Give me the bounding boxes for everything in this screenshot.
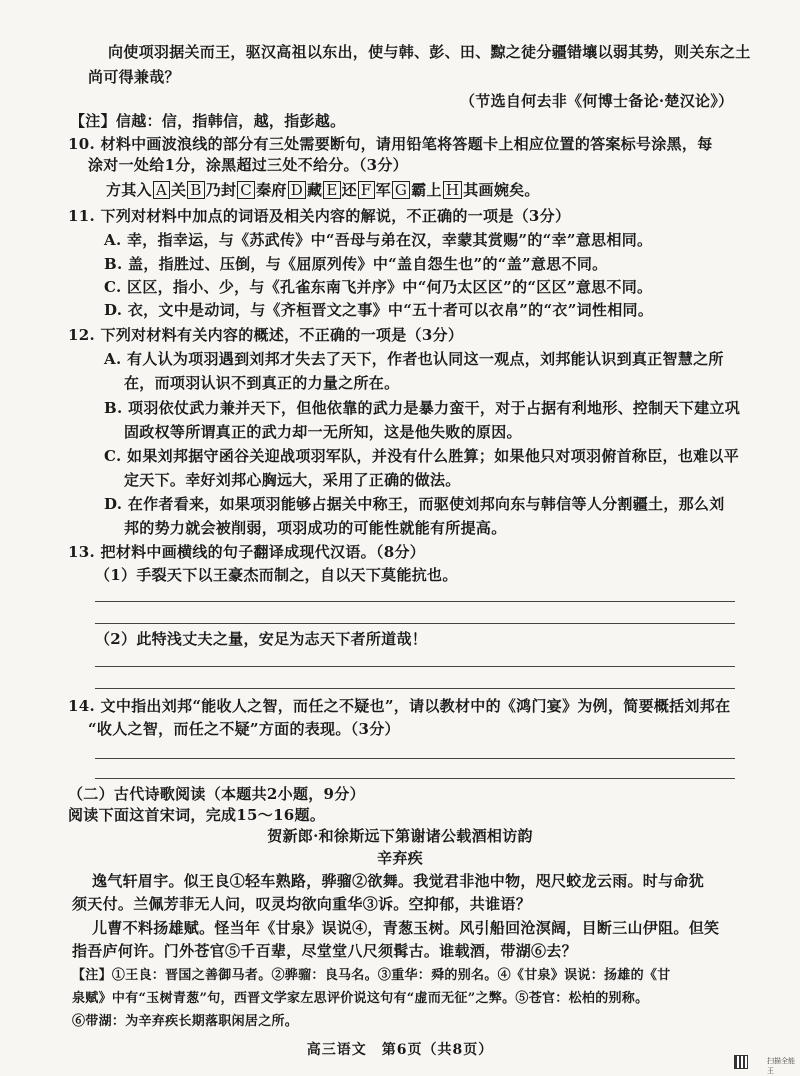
poem-note: ⑥带湖：为辛弃疾长期落职闲居之所。	[72, 1014, 299, 1029]
q12-line: 定天下。幸好刘邦心胸远大，采用了正确的做法。	[124, 471, 461, 489]
answer-line[interactable]	[95, 688, 735, 689]
q12-line: C. 如果刘邦据守函谷关迎战项羽军队，并没有什么胜算；如果他只对项羽俯首称臣，也难以平	[104, 447, 740, 465]
poem-line: 指吾庐何许。门外苍官⑤千百辈，尽堂堂八尺须髯古。谁载酒，带湖⑥去？	[72, 942, 577, 960]
q10-segments	[106, 180, 540, 200]
poem-line: 儿曹不料扬雄赋。怪当年《甘泉》误说④，青葱玉树。风引船回沧溟阔，目断三山伊阻。但笑	[92, 919, 720, 937]
poem-title: 贺新郎·和徐斯远下第谢诸公载酒相访韵	[267, 827, 533, 845]
section-heading: （二）古代诗歌阅读（本题共2小题，9分）	[68, 785, 365, 803]
passage-source: （节选自何去非《何博士备论·楚汉论》）	[460, 92, 734, 110]
answer-box-h[interactable]: H	[443, 181, 462, 199]
q11-title: 11. 下列对材料中加点的词语及相关内容的解说，不正确的一项是（3分）	[68, 207, 571, 225]
answer-box-c[interactable]: C	[237, 181, 255, 199]
answer-box-e[interactable]: E	[323, 181, 340, 199]
segment-text: 军	[375, 181, 391, 199]
q12-line: 邦的势力就会被削弱，项羽成功的可能性就能有所提高。	[124, 519, 507, 537]
passage-line: 向使项羽据关而王，驱汉高祖以东出，使与韩、彭、田、黥之徒分疆错壤以弱其势，则关东之土	[108, 43, 751, 61]
passage-line: 尚可得兼哉？	[88, 68, 180, 86]
segment-text: 还	[341, 181, 357, 199]
q10-title: 10. 材料中画波浪线的部分有三处需要断句，请用铅笔将答题卡上相应位置的答案标号涂黑，每	[68, 135, 713, 153]
answer-box-g[interactable]: G	[392, 181, 410, 199]
segment-text: 秦府	[256, 181, 287, 199]
answer-line[interactable]	[95, 601, 735, 602]
qr-code-icon	[734, 1055, 748, 1069]
q12-line: D. 在作者看来，如果项羽能够占据关中称王，而驱使刘邦向东与韩信等人分割疆土，那么刘	[104, 495, 725, 513]
q10-title-cont: 涂对一处给1分，涂黑超过三处不给分。（3分）	[88, 156, 408, 174]
segment-text: 关	[171, 181, 187, 199]
poem-line: 逸气轩眉宇。似王良①轻车熟路，骅骝②欲舞。我觉君非池中物，咫尺蛟龙云雨。时与命犹	[92, 872, 705, 890]
poem-author: 辛弃疾	[377, 849, 423, 867]
answer-box-f[interactable]: F	[358, 181, 375, 199]
q11-option-d: D. 衣，文中是动词，与《齐桓晋文之事》中“五十者可以衣帛”的“衣”词性相同。	[104, 301, 654, 319]
poem-line: 须天付。兰佩芳菲无人问，叹灵均欲向重华③诉。空抑郁，共谁语？	[72, 895, 532, 913]
answer-line[interactable]	[95, 778, 735, 779]
page-footer: 高三语文 第6页（共8页）	[306, 1042, 494, 1058]
answer-box-b[interactable]: B	[187, 181, 204, 199]
q14-line: “收人之智，而任之不疑”方面的表现。（3分）	[88, 720, 400, 738]
q11-option-a: A. 幸，指幸运，与《苏武传》中“吾母与弟在汉，幸蒙其赏赐”的“幸”意思相同。	[104, 231, 653, 249]
segment-text: 藏	[307, 181, 323, 199]
poem-note: 【注】①王良：晋国之善御马者。②骅骝：良马名。③重华：舜的别名。④《甘泉》误说：扬雄的《甘	[72, 968, 671, 983]
poem-note: 泉赋》中有“玉树青葱”句，西晋文学家左思评价说这句有“虚而无征”之弊。⑤苍官：松柏的别称。	[72, 991, 649, 1006]
q13-title: 13. 把材料中画横线的句子翻译成现代汉语。（8分）	[68, 543, 426, 561]
q12-line: 在，而项羽认识不到真正的力量之所在。	[124, 374, 400, 392]
answer-line[interactable]	[95, 758, 735, 759]
segment-text: 乃封	[205, 181, 237, 199]
answer-line[interactable]	[95, 623, 735, 624]
q11-option-c: C. 区区，指小、少，与《孔雀东南飞并序》中“何乃太区区”的“区区”意思不同。	[104, 278, 653, 296]
segment-text: 霸上	[411, 181, 442, 199]
answer-box-a[interactable]: A	[153, 181, 170, 199]
q13-sentence-2: （2）此特浅丈夫之量，安足为志天下者所道哉！	[95, 630, 428, 648]
passage-note: 【注】信越：信，指韩信，越，指彭越。	[70, 112, 346, 130]
answer-line[interactable]	[95, 666, 735, 667]
q13-sentence-1: （1）手裂天下以王豪杰而制之，自以天下莫能抗也。	[95, 566, 458, 584]
answer-box-d[interactable]: D	[288, 181, 306, 199]
q12-title: 12. 下列对材料有关内容的概述，不正确的一项是（3分）	[68, 326, 464, 344]
q12-line: A. 有人认为项羽遇到刘邦才失去了天下，作者也认同这一观点，刘邦能认识到真正智慧之所	[104, 350, 724, 368]
q12-line: B. 项羽依仗武力兼并天下，但他依靠的武力是暴力蛮干，对于占据有利地形、控制天下建立巩	[104, 399, 741, 417]
scanner-watermark: 扫描全能王	[767, 1057, 795, 1075]
q12-line: 固政权等所谓真正的武力却一无所知，这是他失败的原因。	[124, 423, 522, 441]
q14-line: 14. 文中指出刘邦“能收人之智，而任之不疑也”，请以教材中的《鸿门宴》为例，简要概括刘邦在	[68, 697, 731, 715]
q11-option-b: B. 盖，指胜过、压倒，与《屈原列传》中“盖自怨生也”的“盖”意思不同。	[104, 255, 608, 273]
segment-tail: 其画婉矣。	[463, 181, 540, 199]
poetry-instruction: 阅读下面这首宋词，完成15～16题。	[68, 806, 326, 824]
segment-text: 方其入	[106, 181, 152, 199]
